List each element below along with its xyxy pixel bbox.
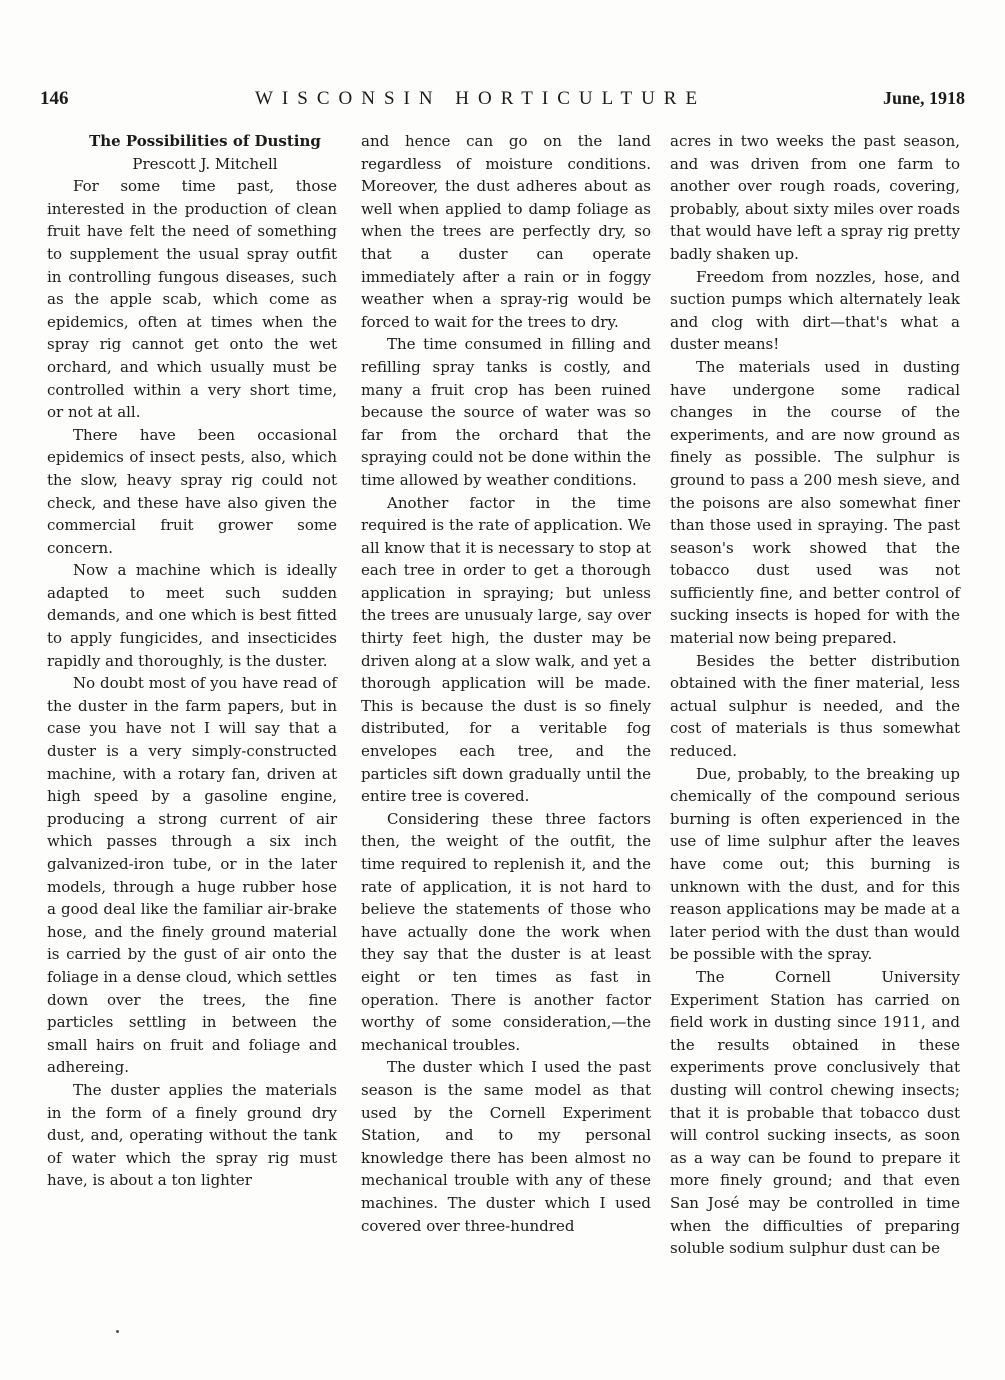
paragraph: Besides the better distribution obtained with the finer material, less actual sulphur is needed, and the cost of materials is thus somewhat reduced. [670,651,960,761]
article-title: The Possibilities of Dusting [89,132,321,150]
paragraph: Another factor in the time required is the rate of application. We all know that it is necessary to stop at each tree in order to get a thorough application in spraying; but unless the trees are unusualy large, say over thirty feet high, the duster may be driven along at a slow walk, and yet a thorough application will be made. This is because the dust is so finely distributed, for a veritable fog envelopes each tree, and the particles sift down gradually until the entire tree is covered. [361,493,651,806]
paragraph: and hence can go on the land regardless of moisture conditions. Moreover, the dust adheres about as well when applied to damp foliage as when the trees are perfectly dry, so that a duster can operate immediately after a rain or in foggy weather when a spray-rig would be forced to wait for the trees to dry. [361,132,651,331]
paragraph: The Cornell University Experiment Station has carried on field work in dusting since 1911, and the results obtained in these experiments prove conclusively that dusting will control chewing insects; that it is probable that tobacco dust will control sucking insects, as soon as a way can be found to prepare it more finely ground; and that even San José may be controlled in time when the difficulties of preparing soluble sodium sulphur dust can be [670,967,960,1258]
paragraph: Due, probably, to the breaking up chemically of the compound serious burning is often experienced in the use of lime sulphur after the leaves have come out; this burning is unknown with the dust, and for this reason applications may be made at a later period with the dust than would be possible with the spray. [670,764,960,964]
paragraph: For some time past, those interested in the production of clean fruit have felt the need of something to supplement the usual spray outfit in controlling fungous diseases, such as the apple scab, which come as epidemics, often at times when the spray rig cannot get onto the wet orchard, and which usually must be controlled within a very short time, or not at all. [47,177,337,422]
paragraph: Now a machine which is ideally adapted to meet such sudden demands, and one which is best fitted to apply fungicides, and insecticides rapidly and thoroughly, is the duster. [47,561,337,670]
paragraph: There have been occasional epidemics of insect pests, also, which the slow, heavy spray rig could not check, and these have also given the commercial fruit grower some concern. [47,425,337,557]
column-3 [670,130,960,1260]
column-2 [361,130,651,1237]
paragraph: The duster applies the materials in the form of a finely ground dry dust, and, operating without the tank of water which the spray rig must have, is about a ton lighter [47,1080,337,1190]
column-1 [47,130,337,1192]
issue-date: June, 1918 [882,88,965,108]
journal-title: WISCONSIN HORTICULTURE [255,88,707,109]
page-header [40,88,965,118]
paragraph: The time consumed in filling and refilling spray tanks is costly, and many a fruit crop has been ruined because the source of water was so far from the orchard that the spraying could not be done within the time allowed by weather conditions. [361,335,651,489]
paragraph: The duster which I used the past season is the same model as that used by the Cornell Experiment Station, and to my personal knowledge there has been almost no mechanical trouble with any of these machines. The duster which I used covered over three-hundred [361,1058,651,1235]
paragraph: Considering these three factors then, the weight of the outfit, the time required to replenish it, and the rate of application, it is not hard to believe the statements of those who have actually done the work when they say that the duster is at least eight or ten times as fast in operation. There is another factor worthy of some consideration,—the mechanical troubles. [361,809,651,1054]
paragraph: acres in two weeks the past season, and was driven from one farm to another over rough roads, covering, probably, about sixty miles over roads that would have left a spray rig pretty badly shaken up. [670,132,960,263]
print-speck [116,1330,119,1333]
paragraph: No doubt most of you have read of the duster in the farm papers, but in case you have not I will say that a duster is a very simply-constructed machine, with a rotary fan, driven at high speed by a gasoline engine, producing a strong current of air which passes through a six inch galvanized-iron tube, or in the later models, through a huge rubber hose a good deal like the familiar air-brake hose, and the finely ground material is carried by the gust of air onto the foliage in a dense cloud, which settles down over the trees, the fine particles settling in between the small hairs on fruit and foliage and adhereing. [47,674,337,1077]
paragraph: Freedom from nozzles, hose, and suction pumps which alternately leak and clog with dirt—that's what a duster means! [670,267,960,354]
article-author: Prescott J. Mitchell [132,154,278,173]
paragraph: The materials used in dusting have undergone some radical changes in the course of the experiments, and are now ground as finely as possible. The sulphur is ground to pass a 200 mesh sieve, and the poisons are also somewhat finer than those used in spraying. The past season's work showed that the tobacco dust used was not sufficiently fine, and better control of sucking insects is hoped for with the material now being prepared. [670,357,960,648]
page-number: 146 [40,88,69,109]
